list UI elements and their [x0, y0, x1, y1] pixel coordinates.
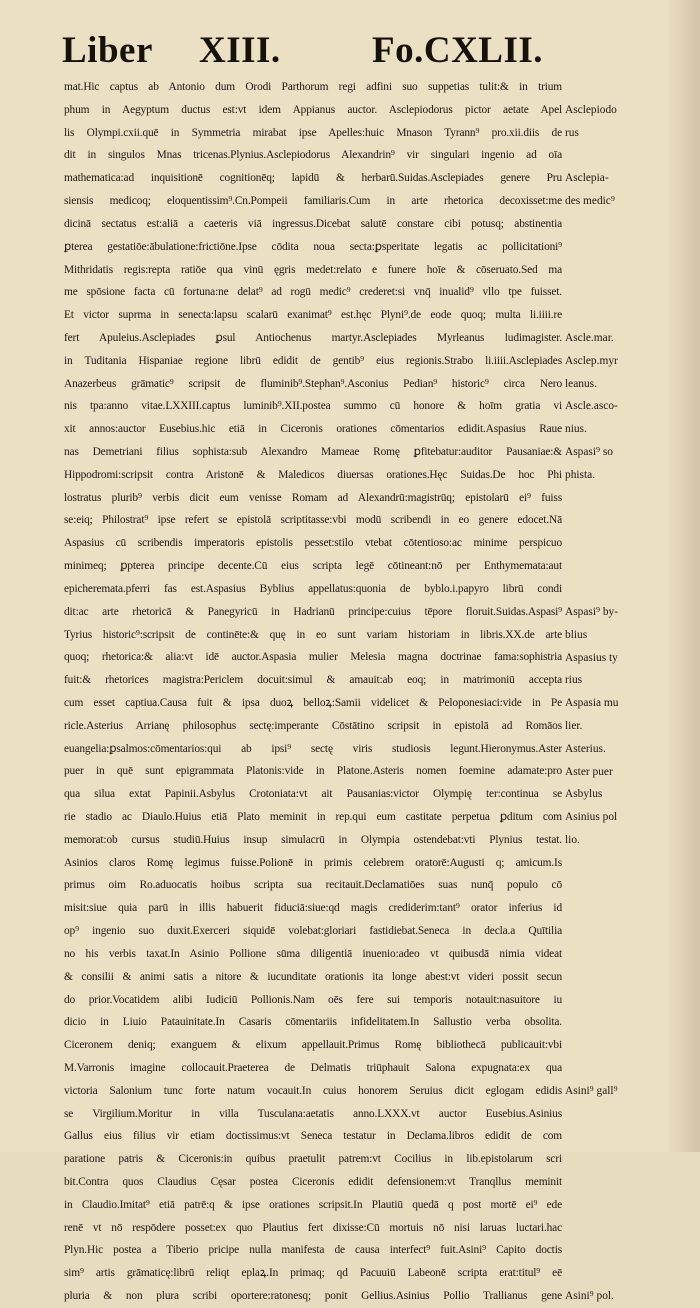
text-line: Ciceronem deniq; exanguem & elixum appellauit.Primus Romę bibliothecā publicauit:vbi: [64, 1039, 562, 1052]
text-line: fuit:& rhetorices magistra:Periclem docuit:simul & amauit:ab eoq; in matrimoniū accepta: [64, 674, 562, 687]
text-line: se Virgilium.Moritur in villa Tusculana:aetatis anno.LXXX.vt auctor Eusebius.Asinius: [64, 1107, 562, 1120]
text-line: rie stadio ac Diaulo.Huius etiā Plato meminit in rep.qui eum castitate perpetua ꝑditum com: [64, 811, 562, 823]
margin-note: Asclepia-: [565, 172, 609, 185]
margin-note: lier.: [565, 719, 583, 732]
text-line: Aspasius cū scribendis imperatoris epistolis pesset:stilo vtebat cōtentioso:ac minime perspicuo: [64, 537, 562, 550]
text-line: mat.Hic captus ab Antonio dum Orodi Parthorum regi adfini suo suppetias tulit:& in trium: [64, 81, 562, 93]
margin-note: Aspasius ty: [565, 651, 618, 664]
text-line: Gallus eius filius vir etiam doctissimus:vt Seneca testatur in Declama.libros edidit de com: [64, 1130, 562, 1143]
margin-note: leanus.: [565, 377, 597, 390]
margin-note: nius.: [565, 423, 587, 436]
text-line: qua silua extat Papinii.Asbylus Crotoniata:vt ait Pausanias:victor Olympię ter:continua se: [64, 788, 562, 801]
text-line: dicio in Liuio Patauinitate.In Casaris cōmentariis infidelitatem.In Sallustio verba obsolita.: [64, 1016, 562, 1029]
text-line: se:eiq; Philostrat⁹ ipse refert se epistolā scriptitasse:vbi modū scribendi in eo genere edocet.Nā: [64, 514, 562, 527]
text-line: minimeq; ꝑpterea principe decente.Cū eius scripta legē cōtineant:nō per Enthymemata:aut: [64, 560, 562, 573]
text-line: ꝑterea gestatiōe:ābulatione:frictiōne.Ipse cōdita noua secta:ꝑsperitate legatis ac pollicitationi⁹: [64, 240, 562, 253]
text-line: dicinā sectatus est:aliā a caeteris viā ingressus.Dicebat salutē constare cibi potusq; abstinentia: [64, 217, 562, 230]
text-line: M.Varronis imagine collocauit.Praeterea de Delmatis triūphauit Salona expugnata:ex qua: [64, 1061, 562, 1074]
margin-note: Aspasi⁹ so: [565, 446, 613, 459]
text-line: fert Apuleius.Asclepiades ꝑsul Antiochenus martyr.Asclepiades Myrleanus ludimagister.: [64, 331, 562, 344]
margin-note: Ascle.mar.: [565, 332, 614, 345]
margin-note: blius: [565, 628, 588, 641]
header-book-label: Liber: [62, 30, 153, 71]
text-line: do prior.Vocatidem alibi Iudiciū Pollionis.Nam oēs fere sui temporis notauit:nasuitore iu: [64, 993, 562, 1006]
margin-note: Aspasia mu: [565, 697, 619, 710]
text-line: nis tpa:anno vitae.LXXIII.captus luminib⁹.XII.postea summo cū honore & hoīm gratia vi: [64, 400, 562, 413]
text-line: pluria & non plura scribi oportere:ratonesq; ponit Gellius.Asinius Pollio Trallianus gene: [64, 1290, 562, 1303]
text-line: euangelia:ꝑsalmos:cōmentarios:qui ab ipsi⁹ sectę viris studiosis legunt.Hieronymus.Aster: [64, 742, 562, 755]
margin-note: rius: [565, 674, 583, 687]
main-text-column: [64, 76, 562, 1308]
margin-note: Asbylus: [565, 788, 603, 801]
text-line: Asinios claros Romę legimus fuisse.Polionē in primis celebrem oratorē:Augusti q; amicum.Is: [64, 856, 562, 869]
text-line: quoq; rhetorica:& alia:vt idē auctor.Aspasia mulier Melesia magna doctrinae fama:sophistria: [64, 651, 562, 664]
text-line: op⁹ ingenio suo duxit.Exerceri siquidē volebat:gloriari fastidiebat.Seneca in decla.a Quītilia: [64, 925, 562, 938]
margin-note: Asinius pol: [565, 811, 618, 824]
text-line: mathematica:ad inquisitionē cognitionēq; lapidū & herbarū.Suidas.Asclepiades genere Pru: [64, 172, 562, 185]
text-line: me spōsione facta cū fortuna:ne delat⁹ ad rogū medic⁹ crederet:si vnq̄ inualid⁹ vllo tpe fuisset.: [64, 286, 562, 299]
text-line: Anazerbeus grāmatic⁹ scripsit de fluminib⁹.Stephan⁹.Asconius Pedian⁹ historic⁹ circa Nero: [64, 377, 562, 390]
margin-note: Asini⁹ pol.: [565, 1290, 614, 1303]
text-line: phum in Aegyptum ductus est:vt idem Appianus auctor. Asclepiodorus pictor aetate Apel: [64, 103, 562, 116]
text-line: renē vt nō respōdere posset:ex quo Plautius fert dixisse:Cū mortuis nō nisi laruas luctari.hac: [64, 1221, 562, 1234]
margin-note: Asclep.myr: [565, 354, 618, 367]
header-book-number: XIII.: [199, 30, 281, 71]
margin-note: des medic⁹: [565, 195, 615, 208]
margin-note: rus: [565, 126, 579, 139]
text-line: & consilii & animi satis a nitore & iucunditate orationis ita longe abest:vt videri possit secun: [64, 970, 562, 983]
text-line: sim⁹ artis grāmaticę:librū reliqt eplaꝝ.In primaq; qd Pacuuiū Labeonē scripta erat:titul⁹ eē: [64, 1267, 562, 1280]
text-line: paratione patris & Ciceronis:in quibus praetulit patrem:vt Cocilius in lib.epistolarum scri: [64, 1153, 562, 1166]
text-line: memorat:ob cursus studiū.Huius insup simulacrū in Olympia ostendebat:vti Plynius testat.: [64, 833, 562, 846]
margin-note: Asterius.: [565, 742, 606, 755]
text-line: siensis medicoq; eloquentissim⁹.Cn.Pompeii familiaris.Cum in arte rhetorica decoxisset:me: [64, 195, 562, 208]
margin-note: lio.: [565, 834, 580, 847]
margin-note: Asclepiodo: [565, 103, 617, 116]
text-line: Et victor suprma in senecta:lapsu scalarū exanimat⁹ est.hęc Plyni⁹.de eode quoq; multa li.iiii.re: [64, 309, 562, 322]
margin-note: phista.: [565, 468, 596, 481]
text-line: no his verbis taxat.In Asinio Pollione sūma diligentiā inuenio:adeo vt quibusdā nimia videat: [64, 947, 562, 960]
text-line: ricle.Asterius Arrianę philosophus sectę:imperante Cōstātino scripsit in epistolā ad Romāos: [64, 719, 562, 732]
text-line: lostratus plurib⁹ verbis dicit eum venisse Romam ad Alexandrū:magistrūq; epistolarū ei⁹ fuiss: [64, 491, 562, 504]
text-line: Tyrius historic⁹:scripsit de continēte:& quę in eo sunt variam historiam in libris.XX.de arte: [64, 628, 562, 641]
text-line: primus oim Ro.aduocatis hoibus scripta sua recitauit.Declamatiōes suas nunq̄ populo cō: [64, 879, 562, 892]
text-line: nas Demetriani filius sophista:sub Alexandro Mameae Romę ꝑfitebatur:auditor Pausaniae:&: [64, 446, 562, 458]
text-line: bit.Contra quos Claudius Cęsar postea Ciceronis edidit defensionem:vt Tranqllus meminit: [64, 1176, 562, 1188]
text-line: misit:siue quia parū in illis habuerit fiduciā:siue:qd magis crediderim:tant⁹ orator inferius id: [64, 902, 562, 915]
margin-note: Aster puer: [565, 765, 613, 778]
text-line: dit in singulos Mnas tricenas.Plynius.Asclepiodorus Alexandrin⁹ vir singulari ingenio ad oīa: [64, 149, 562, 162]
text-line: in Claudio.Imitat⁹ etiā patrē:q & ipse orationes scripsit.In Plautiū quedā q post mortē ei⁹ ede: [64, 1198, 562, 1211]
margin-note: Asini⁹ gall⁹: [565, 1085, 618, 1098]
text-line: epicheremata.pferri fas est.Aspasius Byblius appellatus:quonia de byblo.i.papyro librū condi: [64, 582, 562, 595]
page-edge-shadow: [666, 0, 700, 1152]
text-line: Mithridatis regis:repta ratiōe qua vinū ęgris medet:relato e funere hoīe & cōseruato.Sed ma: [64, 263, 562, 276]
header-folio-number: Fo.CXLII.: [372, 30, 544, 71]
text-line: puer in quē sunt epigrammata Platonis:vide in Platone.Asteris nomen foemine adamate:pro: [64, 765, 562, 778]
text-line: lis Olympi.cxii.quē in Symmetria mirabat ipse Apelles:huic Mnason Tyrann⁹ pro.xii.diis de: [64, 126, 562, 139]
text-line: Hippodromi:scripsit contra Aristonē & Maledicos diuersas orationes.Hęc Suidas.De hoc Phi: [64, 468, 562, 481]
text-line: xit annos:auctor Eusebius.hic etiā in Ciceronis orationes cōmentarios edidit.Aspasius Raue: [64, 423, 562, 436]
text-line: in Tuditania Hispaniae regione librū edidit de gentib⁹ eius regionis.Strabo li.iiii.Asclepiades: [64, 354, 562, 367]
text-line: cum esset captiua.Causa fuit & ipsa duoꝝ belloꝝ:Samii videlicet & Peloponesiaci:vide in Pe: [64, 696, 562, 709]
running-header: [62, 28, 562, 80]
text-line: Plyn.Hic postea a Tiberio pricipe nulla manifesta de causa interfect⁹ fuit.Asini⁹ Capito doctis: [64, 1244, 562, 1257]
margin-note: Aspasi⁹ by-: [565, 605, 619, 618]
text-line: victoria Salonium tunc forte natum vocauit.In cuius honorem Seruius dicit eglogam edidis: [64, 1084, 562, 1097]
margin-note: Ascle.asco-: [565, 400, 618, 413]
text-line: dit:ac arte rhetoricā & Panegyricū in Hadrianū principe:cuius tēpore floruit.Suidas.Aspasi⁹: [64, 605, 562, 618]
